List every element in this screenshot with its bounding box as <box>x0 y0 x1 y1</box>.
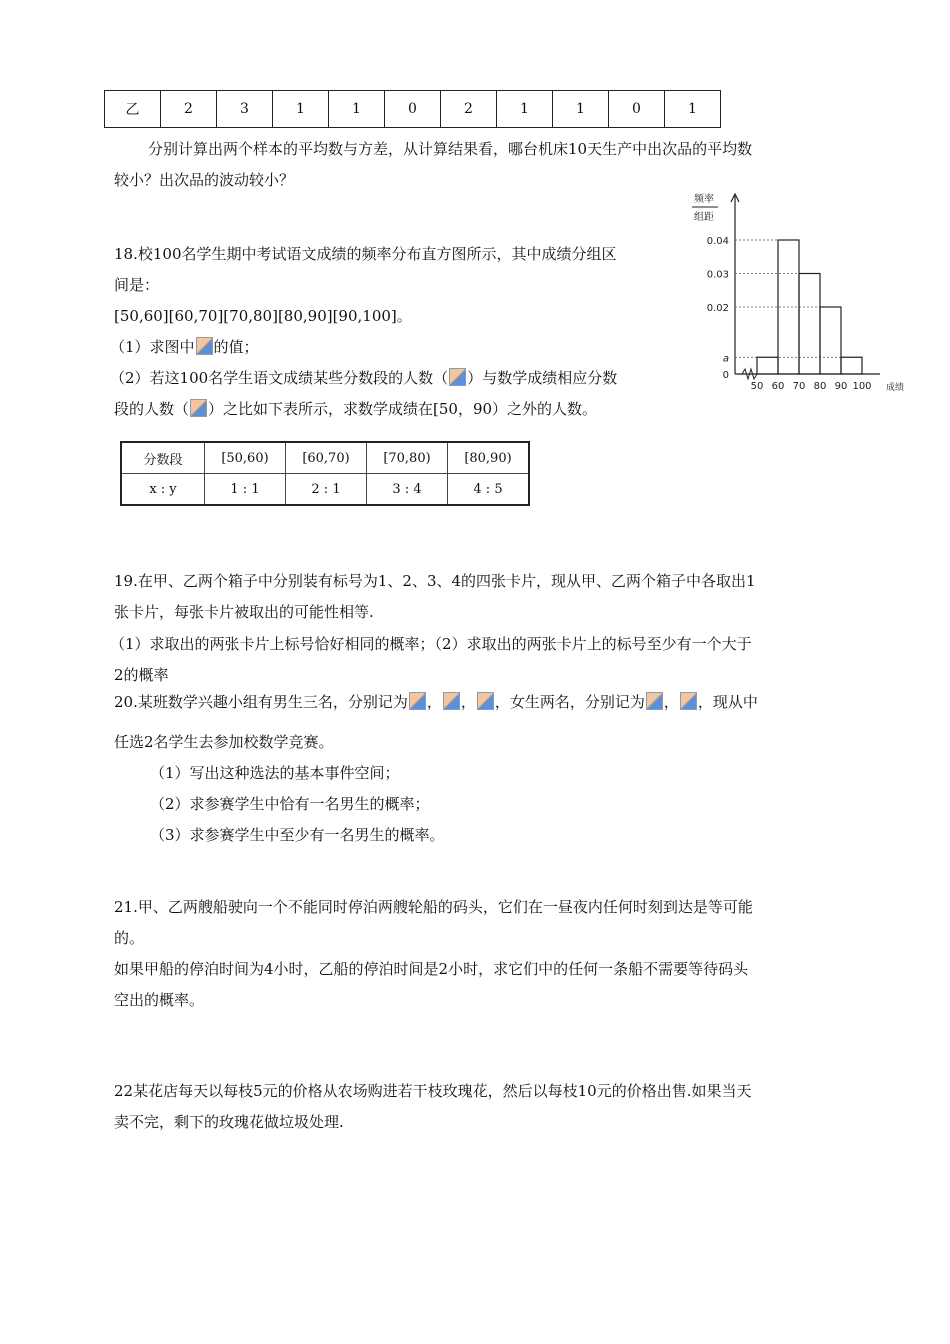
broken-image-icon <box>477 692 494 710</box>
q21-line4: 空出的概率。 <box>114 991 205 1009</box>
q20-sep: ， <box>663 693 679 711</box>
broken-image-icon <box>449 368 466 386</box>
y-tick-label: 0.02 <box>706 303 729 314</box>
table-cell: 1 <box>329 91 385 128</box>
table-cell: 1 <box>553 91 609 128</box>
q17-line2: 较小？出次品的波动较小？ <box>114 171 295 189</box>
q20-text-b: ，女生两名，分别记为 <box>494 693 645 711</box>
table-cell: 3 : 4 <box>367 474 448 506</box>
q19-line1: 19.在甲、乙两个箱子中分别装有标号为1、2、3、4的四张卡片，现从甲、乙两个箱子中各取出1 <box>114 572 756 590</box>
table-cell: 2 <box>161 91 217 128</box>
q18-sub1 <box>110 337 259 357</box>
y-label-bottom: 组距 <box>694 212 714 223</box>
q18-sub2-cont <box>114 399 597 419</box>
broken-image-icon <box>646 692 663 710</box>
x-tick-label: 60 <box>771 381 785 392</box>
q22-line1: 22某花店每天以每枝5元的价格从农场购进若干枝玫瑰花，然后以每枝10元的价格出售.如果当天 <box>114 1082 752 1100</box>
table-cell: 4 : 5 <box>448 474 530 506</box>
broken-image-icon <box>190 399 207 417</box>
table-cell: 乙 <box>105 91 161 128</box>
y-label-top: 频率 <box>694 194 714 205</box>
q21-line1: 21.甲、乙两艘船驶向一个不能同时停泊两艘轮船的码头，它们在一昼夜内任何时刻到达是等可能 <box>114 898 753 916</box>
y-tick-label: a <box>722 353 729 365</box>
table-row <box>121 474 529 506</box>
broken-image-icon <box>409 692 426 710</box>
q20-text-c: ，现从中 <box>697 693 758 711</box>
y-tick-label: 0.04 <box>706 236 729 247</box>
q18-intervals: [50,60][60,70][70,80][80,90][90,100]。 <box>114 307 412 325</box>
q19-line4: 2的概率 <box>114 666 169 684</box>
table-cell: x : y <box>121 474 205 506</box>
table-cell: 1 <box>497 91 553 128</box>
table-cell: 2 : 1 <box>286 474 367 506</box>
histogram-bar <box>820 307 841 374</box>
x-tick-label: 100 <box>852 381 872 392</box>
broken-image-icon <box>196 337 213 355</box>
q20-line2: 任选2名学生去参加校数学竞赛。 <box>114 733 334 751</box>
table-header-cell: [80,90) <box>448 442 530 474</box>
q20-sub2: （2）求参赛学生中恰有一名男生的概率； <box>150 795 430 813</box>
q21-line2: 的。 <box>114 929 145 947</box>
q18-sub2-text-c: 段的人数（ <box>114 400 190 418</box>
q20-line1 <box>114 692 758 712</box>
q19-line2: 张卡片，每张卡片被取出的可能性相等. <box>114 603 374 621</box>
q20-sep: ， <box>426 693 442 711</box>
q20-sep: ， <box>460 693 476 711</box>
table-row <box>105 91 721 128</box>
frequency-histogram <box>680 188 920 403</box>
x-tick-label: 70 <box>792 381 806 392</box>
q18-sub2-text-d: ）之比如下表所示，求数学成绩在[50，90）之外的人数。 <box>208 400 598 418</box>
x-tick-labels <box>751 381 872 392</box>
q18-line2: 间是： <box>114 276 160 294</box>
x-tick-label: 50 <box>750 381 764 392</box>
table-header-cell: 分数段 <box>121 442 205 474</box>
q17-line1: 分别计算出两个样本的平均数与方差，从计算结果看，哪台机床10天生产中出次品的平均数 <box>148 140 753 158</box>
q21-line3: 如果甲船的停泊时间为4小时，乙船的停泊时间是2小时，求它们中的任何一条船不需要等待码头 <box>114 960 749 978</box>
y-tick-labels <box>707 236 729 381</box>
y-tick-label: 0 <box>722 370 729 381</box>
histogram-bar <box>757 357 778 374</box>
histogram-bar <box>799 274 820 375</box>
y-tick-label: 0.03 <box>706 269 729 281</box>
q19-line3: （1）求取出的两张卡片上标号恰好相同的概率；（2）求取出的两张卡片上的标号至少有一个大于 <box>110 635 752 653</box>
table-cell: 2 <box>441 91 497 128</box>
x-tick-label: 90 <box>834 381 848 392</box>
x-axis-label: 成绩 <box>886 383 905 393</box>
x-tick-label: 80 <box>813 381 827 392</box>
table-cell: 1 <box>665 91 721 128</box>
q20-sub1: （1）写出这种选法的基本事件空间； <box>150 764 400 782</box>
q22-line2: 卖不完，剩下的玫瑰花做垃圾处理. <box>114 1113 344 1131</box>
table-header-row <box>121 442 529 474</box>
table-header-cell: [60,70) <box>286 442 367 474</box>
broken-image-icon <box>443 692 460 710</box>
table-cell: 3 <box>217 91 273 128</box>
ratio-table <box>120 441 530 506</box>
table-cell: 0 <box>385 91 441 128</box>
q18-sub2-text-a: （2）若这100名学生语文成绩某些分数段的人数（ <box>110 369 449 387</box>
q18-sub1-text-b: 的值； <box>213 338 259 356</box>
histogram-bar <box>841 357 862 374</box>
ratio-table-wrap <box>120 441 530 506</box>
broken-image-icon <box>680 692 697 710</box>
q20-sub3: （3）求参赛学生中至少有一名男生的概率。 <box>150 826 445 844</box>
sample-table <box>104 90 721 128</box>
q18-sub1-text-a: （1）求图中 <box>110 338 195 356</box>
table-cell: 1 : 1 <box>205 474 286 506</box>
q18-line1: 18.校100名学生期中考试语文成绩的频率分布直方图所示，其中成绩分组区 <box>114 245 617 263</box>
q20-text-a: 20.某班数学兴趣小组有男生三名，分别记为 <box>114 693 408 711</box>
q18-sub2 <box>110 368 617 388</box>
table-cell: 1 <box>273 91 329 128</box>
table-cell: 0 <box>609 91 665 128</box>
table-header-cell: [50,60) <box>205 442 286 474</box>
table-header-cell: [70,80) <box>367 442 448 474</box>
q18-sub2-text-b: ）与数学成绩相应分数 <box>467 369 618 387</box>
